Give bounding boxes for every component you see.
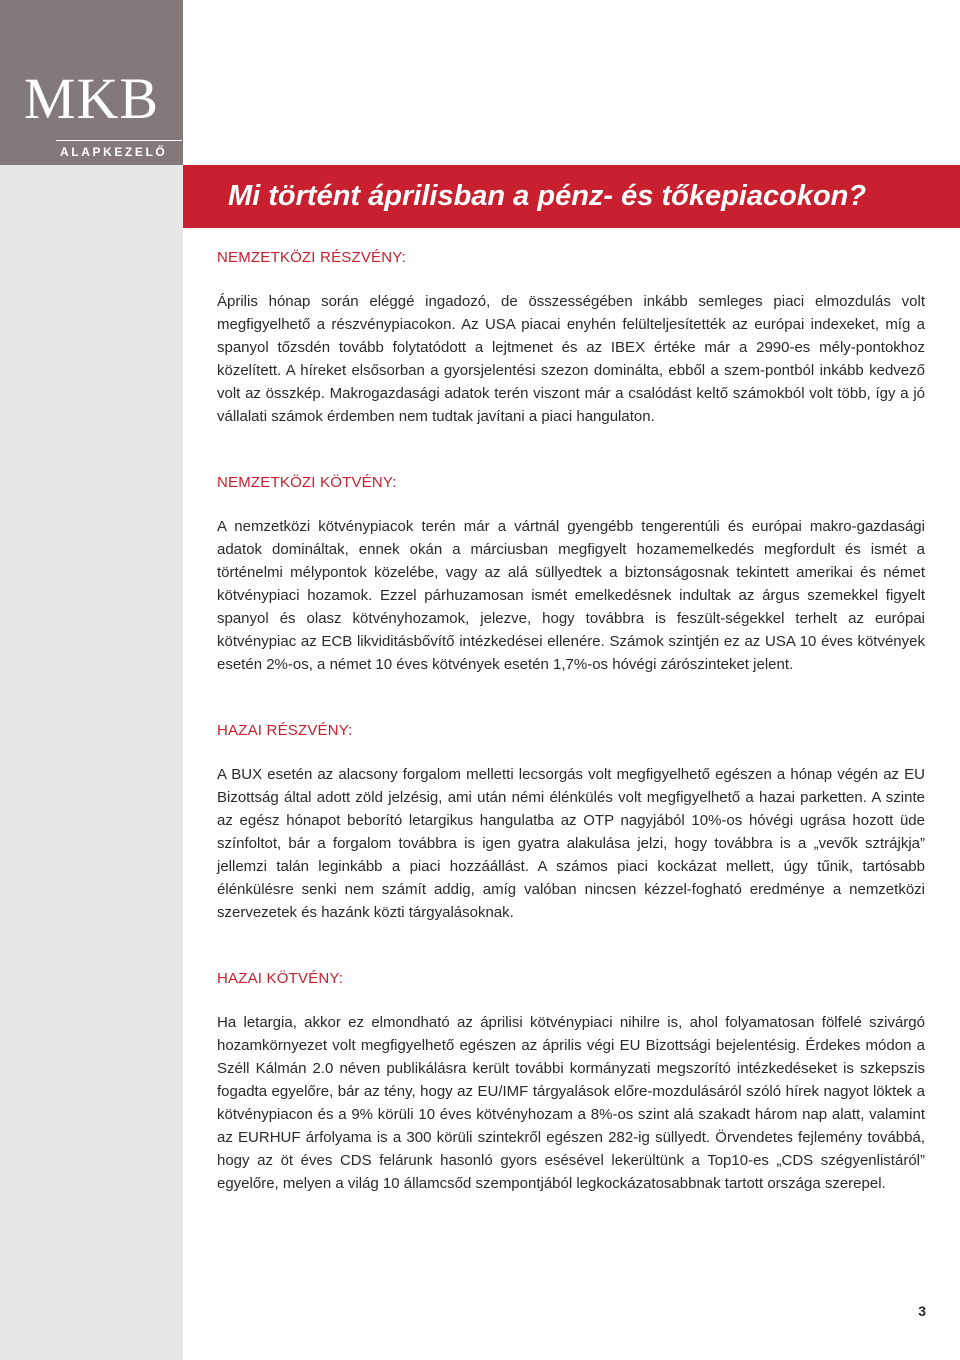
mkb-logo (0, 0, 183, 165)
section-heading: NEMZETKÖZI KÖTVÉNY: (217, 474, 397, 491)
logo-mark: MKB (23, 66, 160, 131)
section-paragraph: A nemzetközi kötvénypiacok terén már a vártnál gyengébb tengerentúli és európai makro-gazdasági adatok domináltak, ennek okán a márciusban megfigyelt hozamemelkedés megfordult és ismét a történelmi mélypontok közelébe, vagy az alá süllyedtek a biztonságosnak tekintett amerikai és német kötvénypiaci hozamok. Ezzel párhuzamosan ismét emelkedésnek indultak az árgus szemekkel figyelt spanyol és olasz kötvényhozamok, jelezve, hogy továbbra is feszült-ségekkel terhelt az európai kötvénypiac az ECB likviditásbővítő intézkedései ellenére. Számok szintjén ez az USA 10 éves kötvények esetén 2%-os, a német 10 éves kötvények esetén 1,7%-os hóvégi zárószinteket jelent. (217, 518, 925, 673)
section-domestic-bond (217, 969, 925, 1195)
page-title: Mi történt áprilisban a pénz- és tőkepiacokon? (228, 180, 867, 212)
section-heading: HAZAI KÖTVÉNY: (217, 970, 344, 987)
section-international-bond (217, 473, 925, 676)
section-paragraph: A BUX esetén az alacsony forgalom melletti lecsorgás volt megfigyelhető egészen a hónap végén az EU Bizottság által adott zöld jelzésig, ami után némi élénkülés volt megfigyelhető a hazai parketten. A szinte az egész hónapot beborító letargikus hangulatba az OTP nagyjából 10%-os hóvégi ugrása hozott üde színfoltot, bár a forgalom továbbra is igen gyatra alakulása jelzi, hogy továbbra is a „vevők sztrájkja” jellemzi talán leginkább a piaci hozzáállást. A számos piaci kockázat mellett, úgy tűnik, tartósabb élénkülésre senki nem számít addig, amíg valóban nincsen kézzel-fogható eredménye a nemzetközi szervezetek és hazánk közti tárgyalásoknak. (217, 766, 925, 921)
logo-divider (56, 140, 182, 141)
section-heading: HAZAI RÉSZVÉNY: (217, 722, 353, 739)
section-heading: NEMZETKÖZI RÉSZVÉNY: (217, 249, 407, 266)
logo-subtitle: ALAPKEZELŐ (60, 145, 168, 159)
page-number: 3 (918, 1303, 926, 1319)
section-paragraph: Április hónap során eléggé ingadozó, de összességében inkább semleges piaci elmozdulás volt megfigyelhető a részvénypiacokon. Az USA piacai enyhén felülteljesítették az európai indexeket, míg a spanyol tőzsdén tovább folytatódott a lejtmenet és az IBEX értéke már a 2990-es mély-pontokhoz közelített. A híreket elsősorban a gyorsjelentési szezon dominálta, ebből a szem-pontból inkább kedvező volt az összkép. Makrogazdasági adatok terén viszont már a csalódást keltő számokból volt több, így a jó vállalati számok érdemben nem tudtak javítani a piaci hangulaton. (217, 293, 925, 425)
section-international-equity (217, 248, 925, 428)
section-paragraph: Ha letargia, akkor ez elmondható az áprilisi kötvénypiaci nihilre is, ahol folyamatosan fölfelé szivárgó hozamkörnyezet volt megfigyelhető egészen az április végi EU Bizottsági bejelentésig. Érdekes módon a Széll Kálmán 2.0 néven publikálásra került további kormányzati megszorító intézkedéseket is szkepszis fogadta egyelőre, bár az tény, hogy az EU/IMF tárgyalások előre-mozdulásáról szóló hírek nagyot löktek a kötvénypiacon és a 9% körüli 10 éves kötvényhozam a 8%-os szint alá szakadt három nap alatt, valamint az EURHUF árfolyama is a 300 körüli szintekről egészen 282-ig süllyedt. Örvendetes fejlemény továbbá, hogy az öt éves CDS felárunk hasonló gyors esésével lekerültünk a Top10-es „CDS szégyenlistáról” egyelőre, melyen a világ 10 államcsőd szempontjából legkockázatosabbnak tartott országa szerepel. (217, 1014, 925, 1192)
article-content (217, 248, 925, 1195)
section-domestic-equity (217, 721, 925, 924)
left-sidebar-stripe (0, 0, 183, 1360)
